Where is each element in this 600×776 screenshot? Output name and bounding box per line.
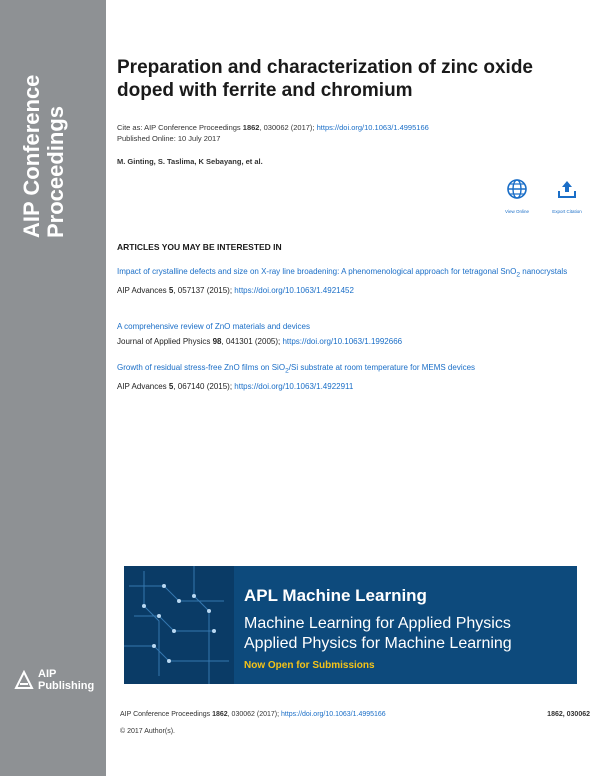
sidebar: [0, 0, 106, 776]
authors[interactable]: M. Ginting, S. Taslima, K Sebayang, et al.: [117, 157, 263, 166]
doi-link[interactable]: https://doi.org/10.1063/1.4922911: [234, 381, 354, 391]
banner-cta[interactable]: Now Open for Submissions: [244, 660, 375, 671]
banner-tagline: Machine Learning for Applied Physics Applied Physics for Machine Learning: [244, 615, 512, 652]
related-article-ref: Journal of Applied Physics 98, 041301 (2005); https://doi.org/10.1063/1.1992666: [117, 337, 403, 346]
copyright: © 2017 Author(s).: [120, 728, 175, 735]
citation-block: [117, 122, 587, 144]
related-article-title[interactable]: Impact of crystalline defects and size on X-ray line broadening: A phenomenological approach for tetragonal SnO$_2$ nanocrystals: [117, 267, 568, 279]
related-article-ref: AIP Advances 5, 067140 (2015); https://doi.org/10.1063/1.4922911: [117, 381, 354, 391]
page-reference: 1862, 030062: [547, 711, 590, 718]
circuit-art-icon: [124, 566, 234, 684]
cite-line: Cite as: AIP Conference Proceedings 1862, 030062 (2017); https://doi.org/10.1063/1.4995166: [117, 123, 429, 132]
export-citation-button[interactable]: Export Citation: [547, 178, 587, 214]
aip-logo-icon: [14, 670, 34, 690]
globe-icon: [506, 178, 528, 200]
footer-doi-link[interactable]: https://doi.org/10.1063/1.4995166: [281, 711, 386, 718]
related-article-3[interactable]: [117, 362, 592, 392]
article-title: Preparation and characterization of zinc oxide doped with ferrite and chromium: [117, 57, 533, 101]
journal-title: [20, 75, 68, 238]
export-icon: [556, 178, 578, 200]
aip-publishing-logo[interactable]: [14, 668, 100, 698]
journal-title-line2: Proceedings: [43, 105, 68, 238]
published-date: Published Online: 10 July 2017: [117, 134, 221, 143]
related-articles-heading: ARTICLES YOU MAY BE INTERESTED IN: [117, 242, 282, 252]
related-article-title[interactable]: Growth of residual stress-free ZnO films on SiO$_2$/Si substrate at room temperature for MEMS devices: [117, 363, 476, 375]
doi-link[interactable]: https://doi.org/10.1063/1.4995166: [316, 123, 429, 132]
journal-title-line1: AIP Conference: [19, 74, 44, 238]
related-article-2[interactable]: [117, 321, 592, 347]
banner-heading: APL Machine Learning: [244, 586, 427, 605]
article-tools: [497, 178, 587, 218]
doi-link[interactable]: https://doi.org/10.1063/1.1992666: [282, 337, 403, 346]
footer-citation: AIP Conference Proceedings 1862, 030062 (2017); https://doi.org/10.1063/1.4995166 1862, 030062: [120, 711, 590, 718]
apl-ml-banner[interactable]: [124, 566, 577, 684]
related-article-title[interactable]: A comprehensive review of ZnO materials and devices: [117, 322, 310, 331]
view-online-button[interactable]: View Online: [497, 178, 537, 214]
related-article-1[interactable]: [117, 266, 592, 296]
doi-link[interactable]: https://doi.org/10.1063/1.4921452: [234, 285, 354, 295]
related-article-ref: AIP Advances 5, 057137 (2015); https://doi.org/10.1063/1.4921452: [117, 285, 354, 295]
logo-text: AIP Publishing: [38, 668, 95, 692]
